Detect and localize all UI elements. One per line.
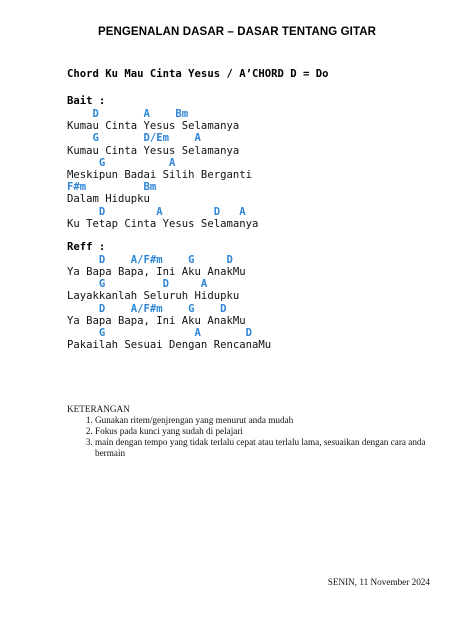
lyric-line: Ku Tetap Cinta Yesus Selamanya bbox=[67, 217, 259, 230]
lyric-line: Layakkanlah Seluruh Hidupku bbox=[67, 290, 240, 303]
song-sheet bbox=[67, 66, 329, 351]
notes-item: 1. Gunakan ritem/genjrengan yang menurut anda mudah bbox=[95, 415, 437, 426]
section-label-reff: Reff : bbox=[67, 240, 106, 253]
document-title: PENGENALAN DASAR – DASAR TENTANG GITAR bbox=[97, 26, 377, 38]
section-bait bbox=[67, 95, 329, 230]
lyric-line: Ya Bapa Bapa, Ini Aku AnakMu bbox=[67, 314, 246, 327]
chord-line: F#m Bm bbox=[67, 181, 157, 194]
notes-heading: KETERANGAN bbox=[67, 404, 130, 414]
section-label-bait: Bait : bbox=[67, 95, 106, 107]
lyric-line: Ya Bapa Bapa, Ini Aku AnakMu bbox=[67, 266, 246, 279]
lyric-line: Kumau Cinta Yesus Selamanya bbox=[67, 120, 240, 133]
section-gap bbox=[67, 230, 329, 241]
lyric-line: Pakailah Sesuai Dengan RencanaMu bbox=[67, 339, 272, 352]
lyric-line: Meskipun Badai Silih Berganti bbox=[67, 168, 252, 181]
notes-list bbox=[67, 415, 437, 459]
lyric-line: Kumau Cinta Yesus Selamanya bbox=[67, 144, 240, 157]
chord-line: G D A bbox=[67, 278, 208, 291]
chord-line: G A bbox=[67, 156, 176, 169]
chord-line: D A D A bbox=[67, 205, 246, 218]
chord-line: D A Bm bbox=[67, 108, 189, 120]
notes-item: 2. Fokus pada kunci yang sudah di pelajari bbox=[95, 426, 437, 437]
chord-line: G A D bbox=[67, 327, 252, 339]
footer-date: SENIN, 11 November 2024 bbox=[327, 577, 430, 587]
lyric-line: Dalam Hidupku bbox=[67, 193, 150, 206]
chord-line: G D/Em A bbox=[67, 132, 201, 145]
chord-line: D A/F#m G D bbox=[67, 302, 227, 315]
chord-line: D A/F#m G D bbox=[67, 253, 233, 266]
section-reff bbox=[67, 241, 329, 352]
notes-item: 3. main dengan tempo yang tidak terlalu cepat atau terlalu lama, sesuaikan dengan cara anda bermain bbox=[95, 437, 437, 459]
song-title: Chord Ku Mau Cinta Yesus / A’CHORD D = Do bbox=[67, 68, 329, 80]
notes-block bbox=[67, 403, 437, 459]
